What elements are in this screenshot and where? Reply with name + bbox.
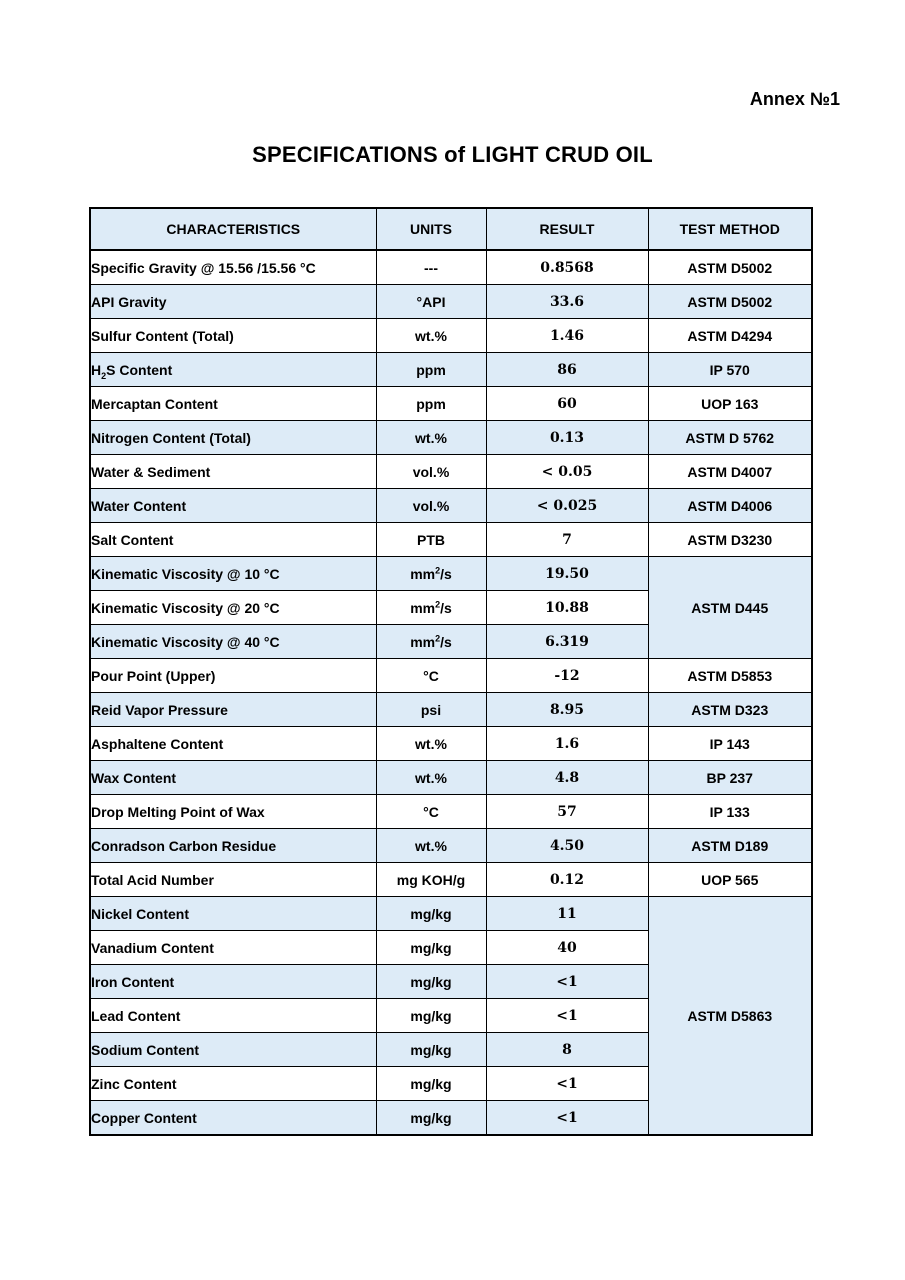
unit-text: ppm [416, 361, 446, 378]
unit-text: wt.% [415, 429, 447, 446]
result-cell: < 0.05 [486, 455, 648, 489]
test-method-cell: ASTM D189 [648, 829, 812, 863]
characteristic-cell [90, 353, 376, 387]
test-method-cell: ASTM D4006 [648, 489, 812, 523]
unit-cell [376, 1067, 486, 1101]
characteristic-text: Nickel Content [91, 905, 190, 922]
characteristic-text: Reid Vapor Pressure [91, 701, 228, 718]
unit-text: vol.% [412, 497, 450, 514]
characteristic-cell [90, 1067, 376, 1101]
unit-text: mg/kg [410, 1007, 452, 1024]
unit-text: mg/kg [410, 905, 452, 922]
unit-cell [376, 1033, 486, 1067]
test-method-cell: IP 570 [648, 353, 812, 387]
characteristic-text: Mercaptan Content [91, 395, 218, 412]
table-row [90, 353, 812, 387]
result-cell: 60 [486, 387, 648, 421]
characteristic-text: Pour Point (Upper) [91, 667, 216, 684]
table-row [90, 285, 812, 319]
test-method-cell: ASTM D5863 [648, 897, 812, 1136]
characteristic-cell [90, 250, 376, 285]
unit-cell [376, 1101, 486, 1136]
unit-text: mg/kg [410, 1109, 452, 1126]
table-row [90, 795, 812, 829]
characteristic-subscript: 2 [101, 370, 107, 381]
result-cell: 8 [486, 1033, 648, 1067]
result-cell: 7 [486, 523, 648, 557]
unit-text: wt.% [415, 769, 447, 786]
unit-text: mg/kg [410, 939, 452, 956]
characteristic-text: Copper Content [91, 1109, 197, 1126]
unit-cell [376, 999, 486, 1033]
specifications-table [89, 207, 813, 1136]
characteristic-text: Kinematic Viscosity @ 10 °C [91, 565, 280, 582]
characteristic-text: Kinematic Viscosity @ 20 °C [91, 599, 280, 616]
result-cell: 0.13 [486, 421, 648, 455]
unit-cell [376, 489, 486, 523]
characteristic-cell [90, 693, 376, 727]
unit-cell [376, 659, 486, 693]
test-method-cell: ASTM D4007 [648, 455, 812, 489]
table-row [90, 489, 812, 523]
unit-text: PTB [417, 531, 445, 548]
result-cell: <1 [486, 1101, 648, 1136]
result-cell: <1 [486, 1067, 648, 1101]
characteristic-text: Conradson Carbon Residue [91, 837, 277, 854]
characteristic-cell [90, 931, 376, 965]
annex-label: Annex №1 [749, 89, 840, 109]
characteristic-cell [90, 795, 376, 829]
unit-text: mg/kg [410, 1041, 452, 1058]
unit-text: mg KOH/g [396, 871, 466, 888]
characteristic-cell [90, 863, 376, 897]
table-row [90, 455, 812, 489]
table-row [90, 693, 812, 727]
test-method-cell: ASTM D5853 [648, 659, 812, 693]
test-method-cell: ASTM D 5762 [648, 421, 812, 455]
unit-cell [376, 829, 486, 863]
unit-cell [376, 523, 486, 557]
characteristic-cell [90, 319, 376, 353]
characteristic-text: Total Acid Number [91, 871, 214, 888]
unit-cell [376, 250, 486, 285]
test-method-cell: IP 133 [648, 795, 812, 829]
unit-cell [376, 319, 486, 353]
characteristic-cell [90, 625, 376, 659]
characteristic-text: Water Content [91, 497, 187, 514]
unit-text: mm [410, 599, 436, 616]
result-cell: 57 [486, 795, 648, 829]
unit-cell [376, 897, 486, 931]
test-method-cell: ASTM D323 [648, 693, 812, 727]
table-row [90, 421, 812, 455]
unit-cell [376, 863, 486, 897]
test-method-cell: ASTM D445 [648, 557, 812, 659]
unit-text: mg/kg [410, 973, 452, 990]
characteristic-cell [90, 999, 376, 1033]
result-cell: <1 [486, 965, 648, 999]
unit-cell [376, 693, 486, 727]
table-row [90, 523, 812, 557]
unit-cell [376, 625, 486, 659]
characteristic-cell [90, 829, 376, 863]
characteristic-cell [90, 1101, 376, 1136]
unit-cell [376, 795, 486, 829]
characteristic-text: Vanadium Content [91, 939, 214, 956]
column-header-test-method: TEST METHOD [648, 208, 812, 250]
unit-cell [376, 285, 486, 319]
unit-cell [376, 931, 486, 965]
unit-cell [376, 557, 486, 591]
characteristic-prefix: H [91, 361, 102, 378]
unit-text: °C [423, 667, 439, 684]
unit-text: ppm [416, 395, 446, 412]
unit-cell [376, 421, 486, 455]
result-cell: 11 [486, 897, 648, 931]
result-cell: 40 [486, 931, 648, 965]
characteristic-cell [90, 557, 376, 591]
unit-text: psi [420, 701, 442, 718]
test-method-cell: ASTM D5002 [648, 285, 812, 319]
characteristic-text: Sodium Content [91, 1041, 200, 1058]
unit-text: mg/kg [410, 1075, 452, 1092]
result-cell: 1.46 [486, 319, 648, 353]
table-row [90, 897, 812, 931]
unit-text: mm [410, 565, 436, 582]
result-cell: 4.50 [486, 829, 648, 863]
table-row [90, 727, 812, 761]
column-header-units: UNITS [376, 208, 486, 250]
table-row [90, 250, 812, 285]
characteristic-cell [90, 727, 376, 761]
test-method-cell: ASTM D5002 [648, 250, 812, 285]
unit-cell [376, 591, 486, 625]
characteristic-text: Lead Content [91, 1007, 181, 1024]
unit-text: wt.% [415, 837, 447, 854]
unit-suffix: /s [440, 599, 452, 616]
column-header-result: RESULT [486, 208, 648, 250]
table-row [90, 387, 812, 421]
unit-cell [376, 387, 486, 421]
unit-suffix: /s [440, 633, 452, 650]
unit-cell [376, 761, 486, 795]
result-cell: -12 [486, 659, 648, 693]
characteristic-cell [90, 965, 376, 999]
unit-text: wt.% [415, 735, 447, 752]
characteristic-cell [90, 285, 376, 319]
characteristic-cell [90, 523, 376, 557]
characteristic-text: Nitrogen Content (Total) [91, 429, 251, 446]
unit-cell [376, 353, 486, 387]
characteristic-cell [90, 455, 376, 489]
result-cell: 8.95 [486, 693, 648, 727]
characteristic-text: Sulfur Content (Total) [91, 327, 234, 344]
unit-cell [376, 455, 486, 489]
characteristic-cell [90, 387, 376, 421]
test-method-cell: ASTM D4294 [648, 319, 812, 353]
column-header-characteristics: CHARACTERISTICS [90, 208, 376, 250]
test-method-cell: ASTM D3230 [648, 523, 812, 557]
unit-text: wt.% [415, 327, 447, 344]
result-cell: 19.50 [486, 557, 648, 591]
characteristic-text: API Gravity [91, 293, 167, 310]
unit-text: mm [410, 633, 436, 650]
table-row [90, 863, 812, 897]
characteristic-text: S Content [106, 361, 173, 378]
unit-superscript: 2 [435, 598, 441, 609]
characteristic-cell [90, 421, 376, 455]
characteristic-text: Asphaltene Content [91, 735, 224, 752]
result-cell: 86 [486, 353, 648, 387]
table-row [90, 319, 812, 353]
unit-text: °API [416, 293, 446, 310]
test-method-cell: IP 143 [648, 727, 812, 761]
table-row [90, 659, 812, 693]
test-method-cell: BP 237 [648, 761, 812, 795]
characteristic-cell [90, 761, 376, 795]
result-cell: 6.319 [486, 625, 648, 659]
unit-cell [376, 965, 486, 999]
unit-superscript: 2 [435, 564, 441, 575]
characteristic-text: Water & Sediment [91, 463, 211, 480]
table-row [90, 829, 812, 863]
result-cell: <1 [486, 999, 648, 1033]
characteristic-text: Specific Gravity @ 15.56 /15.56 °C [91, 259, 316, 276]
characteristic-text: Wax Content [91, 769, 177, 786]
unit-text: vol.% [412, 463, 450, 480]
characteristic-cell [90, 591, 376, 625]
unit-suffix: /s [440, 565, 452, 582]
characteristic-cell [90, 659, 376, 693]
characteristic-cell [90, 897, 376, 931]
characteristic-text: Salt Content [91, 531, 174, 548]
result-cell: < 0.025 [486, 489, 648, 523]
test-method-cell: UOP 565 [648, 863, 812, 897]
table-header-row [90, 208, 812, 250]
unit-cell [376, 727, 486, 761]
characteristic-text: Iron Content [91, 973, 175, 990]
result-cell: 4.8 [486, 761, 648, 795]
table-row [90, 557, 812, 591]
result-cell: 1.6 [486, 727, 648, 761]
unit-text: °C [423, 803, 439, 820]
unit-text: --- [424, 259, 438, 276]
result-cell: 0.8568 [486, 250, 648, 285]
result-cell: 0.12 [486, 863, 648, 897]
result-cell: 10.88 [486, 591, 648, 625]
characteristic-cell [90, 489, 376, 523]
characteristic-text: Zinc Content [91, 1075, 177, 1092]
page-title: SPECIFICATIONS of LIGHT CRUD OIL [252, 142, 653, 167]
characteristic-cell [90, 1033, 376, 1067]
characteristic-text: Drop Melting Point of Wax [91, 803, 265, 820]
characteristic-text: Kinematic Viscosity @ 40 °C [91, 633, 280, 650]
test-method-cell: UOP 163 [648, 387, 812, 421]
result-cell: 33.6 [486, 285, 648, 319]
unit-superscript: 2 [435, 632, 441, 643]
table-row [90, 761, 812, 795]
